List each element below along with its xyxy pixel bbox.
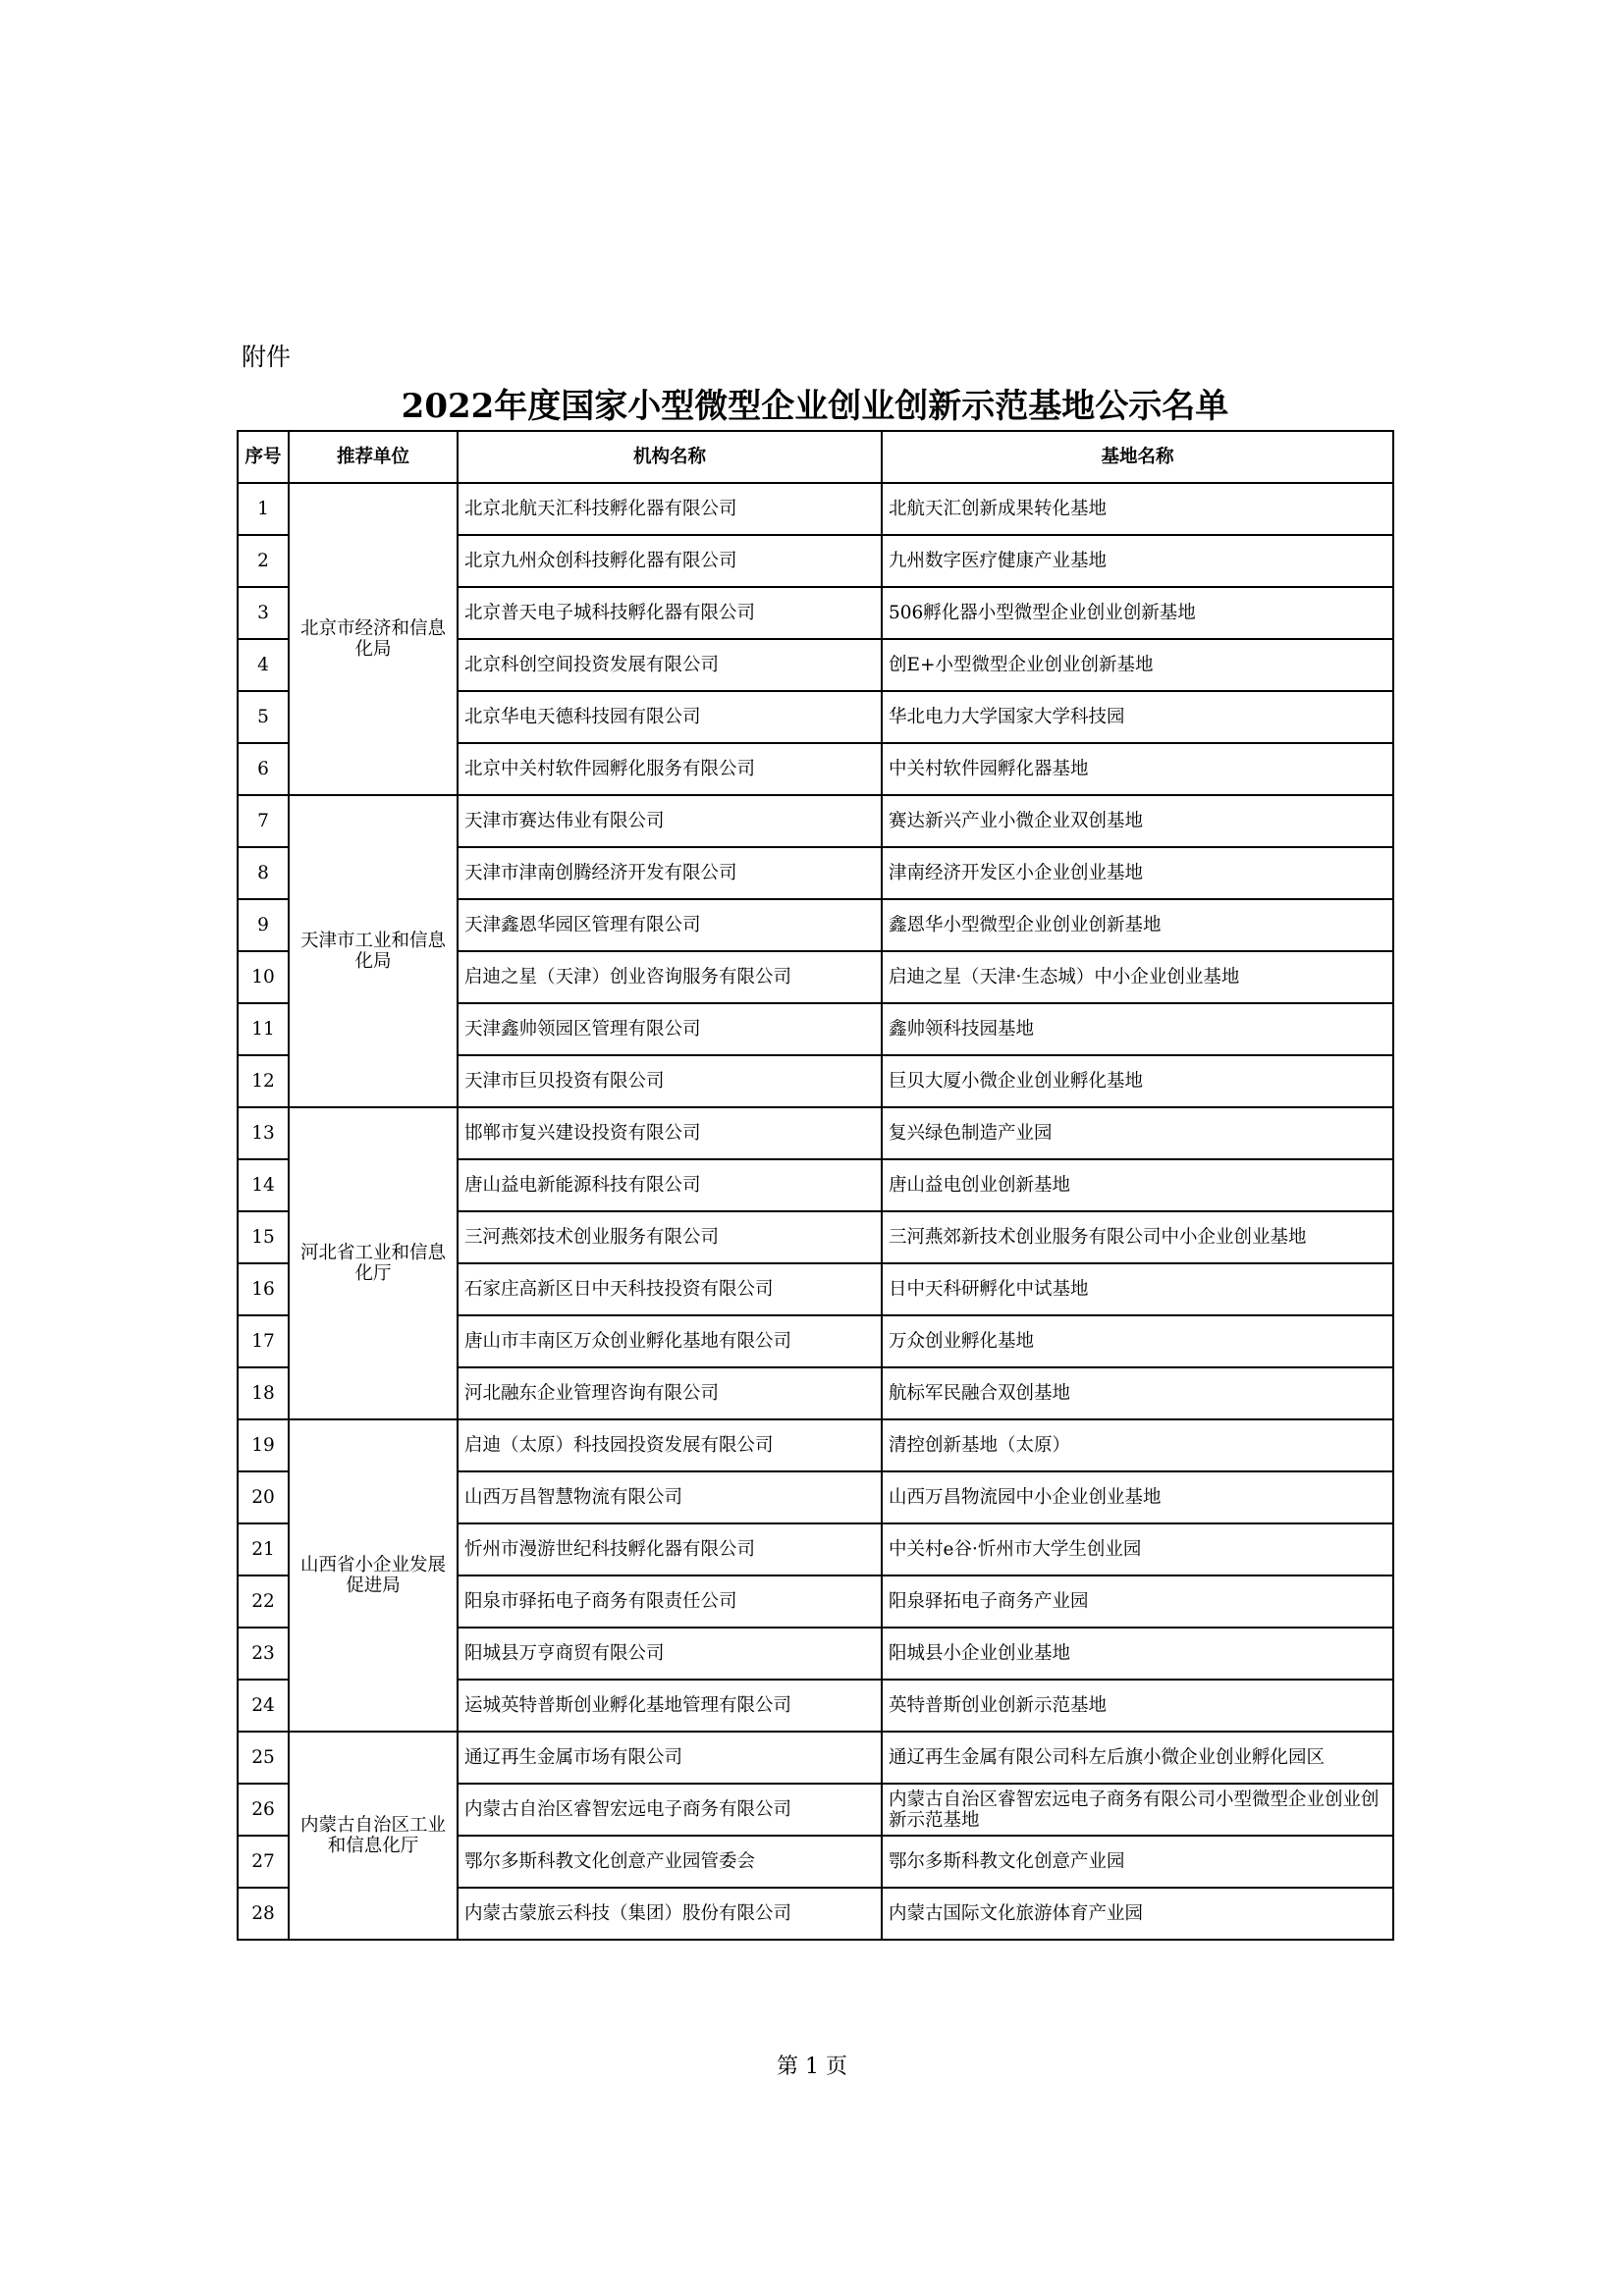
row-index: 24 [238,1680,289,1732]
recommending-unit-cell: 山西省小企业发展促进局 [289,1419,458,1732]
organization-name-cell: 鄂尔多斯科教文化创意产业园管委会 [458,1836,882,1888]
table-row [238,1107,1393,1159]
row-index: 6 [238,743,289,795]
organization-name-cell: 天津市赛达伟业有限公司 [458,795,882,847]
row-index: 11 [238,1003,289,1055]
base-name-cell: 506孵化器小型微型企业创业创新基地 [882,587,1393,639]
row-index: 27 [238,1836,289,1888]
row-index: 1 [238,483,289,535]
base-name-cell: 巨贝大厦小微企业创业孵化基地 [882,1055,1393,1107]
base-name-cell: 航标军民融合双创基地 [882,1367,1393,1419]
organization-name-cell: 忻州市漫游世纪科技孵化器有限公司 [458,1523,882,1575]
row-index: 9 [238,899,289,951]
row-index: 15 [238,1211,289,1263]
base-name-cell: 赛达新兴产业小微企业双创基地 [882,795,1393,847]
organization-name-cell: 北京九州众创科技孵化器有限公司 [458,535,882,587]
demonstration-base-table [237,430,1394,1941]
row-index: 4 [238,639,289,691]
base-name-cell: 万众创业孵化基地 [882,1315,1393,1367]
row-index: 22 [238,1575,289,1628]
row-index: 8 [238,847,289,899]
row-index: 23 [238,1628,289,1680]
header-organization-name: 机构名称 [458,431,882,483]
table-row [238,483,1393,535]
organization-name-cell: 天津鑫帅领园区管理有限公司 [458,1003,882,1055]
row-index: 7 [238,795,289,847]
header-index: 序号 [238,431,289,483]
base-name-cell: 三河燕郊新技术创业服务有限公司中小企业创业基地 [882,1211,1393,1263]
organization-name-cell: 内蒙古自治区睿智宏远电子商务有限公司 [458,1784,882,1836]
organization-name-cell: 通辽再生金属市场有限公司 [458,1732,882,1784]
table-row [238,1732,1393,1784]
recommending-unit-cell: 北京市经济和信息化局 [289,483,458,795]
organization-name-cell: 天津鑫恩华园区管理有限公司 [458,899,882,951]
organization-name-cell: 北京普天电子城科技孵化器有限公司 [458,587,882,639]
base-name-cell: 鑫恩华小型微型企业创业创新基地 [882,899,1393,951]
row-index: 21 [238,1523,289,1575]
base-name-cell: 北航天汇创新成果转化基地 [882,483,1393,535]
row-index: 18 [238,1367,289,1419]
organization-name-cell: 天津市津南创腾经济开发有限公司 [458,847,882,899]
organization-name-cell: 河北融东企业管理咨询有限公司 [458,1367,882,1419]
base-name-cell: 内蒙古国际文化旅游体育产业园 [882,1888,1393,1940]
organization-name-cell: 三河燕郊技术创业服务有限公司 [458,1211,882,1263]
organization-name-cell: 北京科创空间投资发展有限公司 [458,639,882,691]
base-name-cell: 中关村e谷·忻州市大学生创业园 [882,1523,1393,1575]
recommending-unit-cell: 天津市工业和信息化局 [289,795,458,1107]
base-name-cell: 创E+小型微型企业创业创新基地 [882,639,1393,691]
row-index: 19 [238,1419,289,1471]
table-body [238,483,1393,1940]
header-base-name: 基地名称 [882,431,1393,483]
row-index: 12 [238,1055,289,1107]
row-index: 3 [238,587,289,639]
row-index: 10 [238,951,289,1003]
row-index: 17 [238,1315,289,1367]
base-name-cell: 九州数字医疗健康产业基地 [882,535,1393,587]
base-name-cell: 中关村软件园孵化器基地 [882,743,1393,795]
organization-name-cell: 阳泉市驿拓电子商务有限责任公司 [458,1575,882,1628]
base-name-cell: 鄂尔多斯科教文化创意产业园 [882,1836,1393,1888]
table-row [238,795,1393,847]
base-name-cell: 启迪之星（天津·生态城）中小企业创业基地 [882,951,1393,1003]
row-index: 2 [238,535,289,587]
organization-name-cell: 启迪（太原）科技园投资发展有限公司 [458,1419,882,1471]
row-index: 25 [238,1732,289,1784]
row-index: 28 [238,1888,289,1940]
organization-name-cell: 邯郸市复兴建设投资有限公司 [458,1107,882,1159]
organization-name-cell: 北京北航天汇科技孵化器有限公司 [458,483,882,535]
base-name-cell: 唐山益电创业创新基地 [882,1159,1393,1211]
base-name-cell: 复兴绿色制造产业园 [882,1107,1393,1159]
row-index: 26 [238,1784,289,1836]
base-name-cell: 华北电力大学国家大学科技园 [882,691,1393,743]
organization-name-cell: 唐山益电新能源科技有限公司 [458,1159,882,1211]
organization-name-cell: 唐山市丰南区万众创业孵化基地有限公司 [458,1315,882,1367]
row-index: 5 [238,691,289,743]
recommending-unit-cell: 内蒙古自治区工业和信息化厅 [289,1732,458,1940]
base-name-cell: 通辽再生金属有限公司科左后旗小微企业创业孵化园区 [882,1732,1393,1784]
recommending-unit-cell: 河北省工业和信息化厅 [289,1107,458,1419]
header-recommending-unit: 推荐单位 [289,431,458,483]
base-name-cell: 鑫帅领科技园基地 [882,1003,1393,1055]
base-name-cell: 内蒙古自治区睿智宏远电子商务有限公司小型微型企业创业创新示范基地 [882,1784,1393,1836]
organization-name-cell: 天津市巨贝投资有限公司 [458,1055,882,1107]
organization-name-cell: 运城英特普斯创业孵化基地管理有限公司 [458,1680,882,1732]
table-row [238,1419,1393,1471]
organization-name-cell: 阳城县万亨商贸有限公司 [458,1628,882,1680]
row-index: 20 [238,1471,289,1523]
row-index: 13 [238,1107,289,1159]
table-header-row [238,431,1393,483]
base-name-cell: 阳城县小企业创业基地 [882,1628,1393,1680]
base-name-cell: 日中天科研孵化中试基地 [882,1263,1393,1315]
organization-name-cell: 内蒙古蒙旅云科技（集团）股份有限公司 [458,1888,882,1940]
base-name-cell: 津南经济开发区小企业创业基地 [882,847,1393,899]
organization-name-cell: 北京中关村软件园孵化服务有限公司 [458,743,882,795]
base-name-cell: 山西万昌物流园中小企业创业基地 [882,1471,1393,1523]
row-index: 16 [238,1263,289,1315]
organization-name-cell: 石家庄高新区日中天科技投资有限公司 [458,1263,882,1315]
organization-name-cell: 北京华电天德科技园有限公司 [458,691,882,743]
base-name-cell: 清控创新基地（太原） [882,1419,1393,1471]
attachment-label: 附件 [242,343,292,371]
organization-name-cell: 山西万昌智慧物流有限公司 [458,1471,882,1523]
base-name-cell: 阳泉驿拓电子商务产业园 [882,1575,1393,1628]
organization-name-cell: 启迪之星（天津）创业咨询服务有限公司 [458,951,882,1003]
page-title: 2022年度国家小型微型企业创业创新示范基地公示名单 [401,387,1229,426]
base-name-cell: 英特普斯创业创新示范基地 [882,1680,1393,1732]
page-number: 第 1 页 [777,2055,847,2079]
row-index: 14 [238,1159,289,1211]
